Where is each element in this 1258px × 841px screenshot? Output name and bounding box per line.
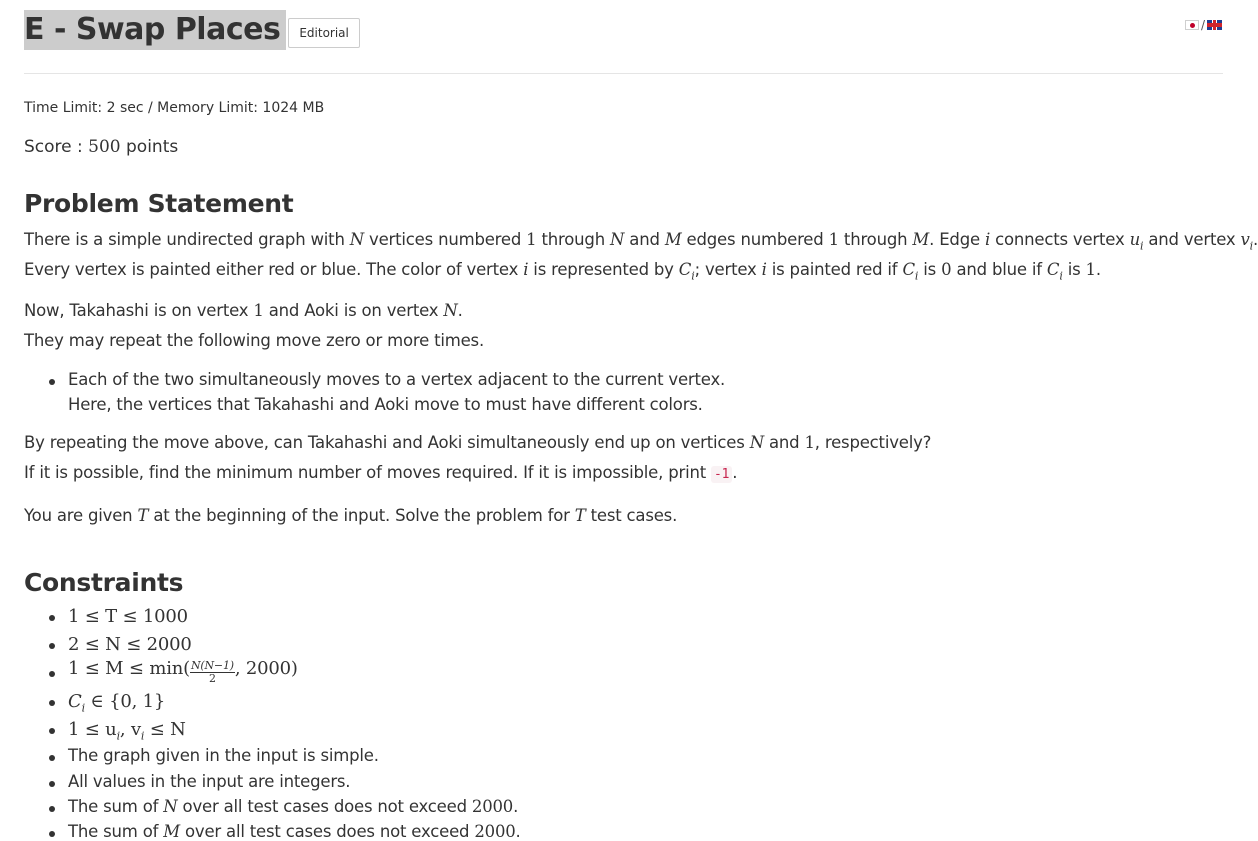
move-rule-line-1: Each of the two simultaneously moves to a vertex adjacent to the current vertex. <box>68 370 726 389</box>
problem-statement-heading: Problem Statement <box>24 189 294 218</box>
language-separator: / <box>1200 18 1205 32</box>
score-text: Score : 500 points <box>24 137 179 157</box>
output-code: -1 <box>711 466 732 483</box>
statement-paragraph-3: Now, Takahashi is on vertex 1 and Aoki is on vertex N. <box>24 301 463 320</box>
constraints-heading: Constraints <box>24 568 184 597</box>
statement-paragraph-1: There is a simple undirected graph with N vertices numbered 1 through N and M edges numbered 1 through M. Edge i connects vertex $u_i$ and vertex $v_i$. <box>24 230 1258 253</box>
move-rule-line-2: Here, the vertices that Takahashi and Aoki move to must have different colors. <box>68 395 703 414</box>
editorial-button[interactable]: Editorial <box>288 18 360 48</box>
limits-text: Time Limit: 2 sec / Memory Limit: 1024 MB <box>24 100 325 116</box>
statement-paragraph-7: You are given T at the beginning of the input. Solve the problem for T test cases. <box>24 506 678 525</box>
language-switcher <box>1185 18 1222 32</box>
japan-flag-icon[interactable] <box>1185 20 1199 30</box>
statement-paragraph-4: They may repeat the following move zero or more times. <box>24 331 484 350</box>
header-divider <box>24 73 1223 74</box>
page-title: E - Swap Places <box>24 10 286 50</box>
statement-paragraph-5: By repeating the move above, can Takahashi and Aoki simultaneously end up on vertices N and 1, respectively? <box>24 433 932 452</box>
title-row <box>24 10 360 50</box>
statement-paragraph-6: If it is possible, find the minimum number of moves required. If it is impossible, print -1 . <box>24 463 738 482</box>
uk-flag-icon[interactable] <box>1207 20 1222 30</box>
statement-paragraph-2: Every vertex is painted either red or blue. The color of vertex i is represented by $C_i$; vertex i is painted red if $C_i$ is 0 and blue if $C_i$ is 1. <box>24 260 1101 283</box>
